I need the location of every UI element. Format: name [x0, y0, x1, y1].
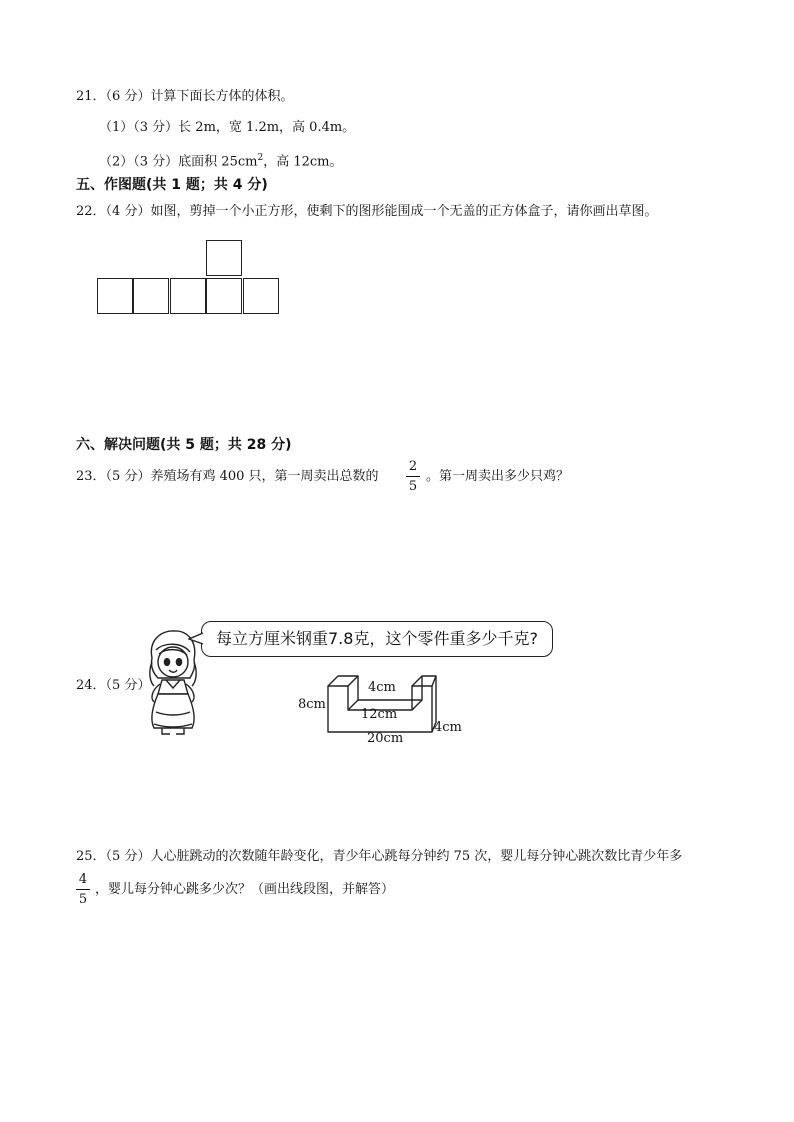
speech-bubble-tail: [188, 632, 204, 646]
q25-line1: 25．（5 分）人心脏跳动的次数随年龄变化，青少年心跳每分钟约 75 次，婴儿每分钟心跳次数比青少年多: [76, 849, 683, 864]
section6-title: 六、解决问题(共 5 题；共 28 分): [76, 437, 292, 453]
q25-frac-bar: [76, 889, 90, 890]
q22-title: 22．（4 分）如图，剪掉一个小正方形，使剩下的图形能围成一个无盖的正方体盒子，请你画出草图。: [76, 204, 658, 219]
speech-text: 每立方厘米钢重7.8克，这个零件重多少千克?: [216, 629, 538, 648]
q25-fraction: [73, 872, 93, 907]
q23-fraction: [403, 459, 423, 494]
q25-line2: ，婴儿每分钟心跳多少次？（画出线段图，并解答）: [95, 882, 395, 897]
section5-title: 五、作图题(共 1 题；共 4 分): [76, 177, 268, 193]
q21-part2-post: ，高 12cm。: [263, 154, 343, 170]
q23-frac-den: 5: [408, 479, 418, 494]
dim-right-4cm: 4cm: [434, 720, 462, 735]
q23-frac-bar: [406, 476, 420, 477]
q23-text-pre: 23．（5 分）养殖场有鸡 400 只，第一周卖出总数的: [76, 469, 379, 484]
q21-title: 21．（6 分）计算下面长方体的体积。: [76, 89, 294, 104]
net-square-5: [243, 278, 279, 314]
q24-label: 24．（5 分）: [76, 678, 151, 693]
dim-top-4cm: 4cm: [368, 680, 396, 695]
speech-bubble: [201, 621, 553, 657]
q21-part2-sup: 2: [257, 153, 264, 163]
net-square-top: [206, 240, 242, 276]
dim-bottom-20cm: 20cm: [367, 731, 404, 746]
q23-frac-num: 2: [408, 459, 418, 474]
net-square-3: [170, 278, 206, 314]
dim-middle-12cm: 12cm: [361, 707, 398, 722]
dim-left-8cm: 8cm: [298, 697, 326, 712]
net-square-1: [97, 278, 133, 314]
net-square-4: [206, 278, 242, 314]
q21-part2-pre: （2）（3 分）底面积 25cm: [99, 154, 258, 170]
net-square-2: [133, 278, 169, 314]
q23-text-post: 。第一周卖出多少只鸡？: [426, 469, 570, 484]
q25-frac-den: 5: [78, 892, 88, 907]
q25-frac-num: 4: [78, 872, 88, 887]
q21-part1: （1）（3 分）长 2m，宽 1.2m，高 0.4m。: [99, 120, 356, 135]
q21-part2: [99, 150, 343, 170]
